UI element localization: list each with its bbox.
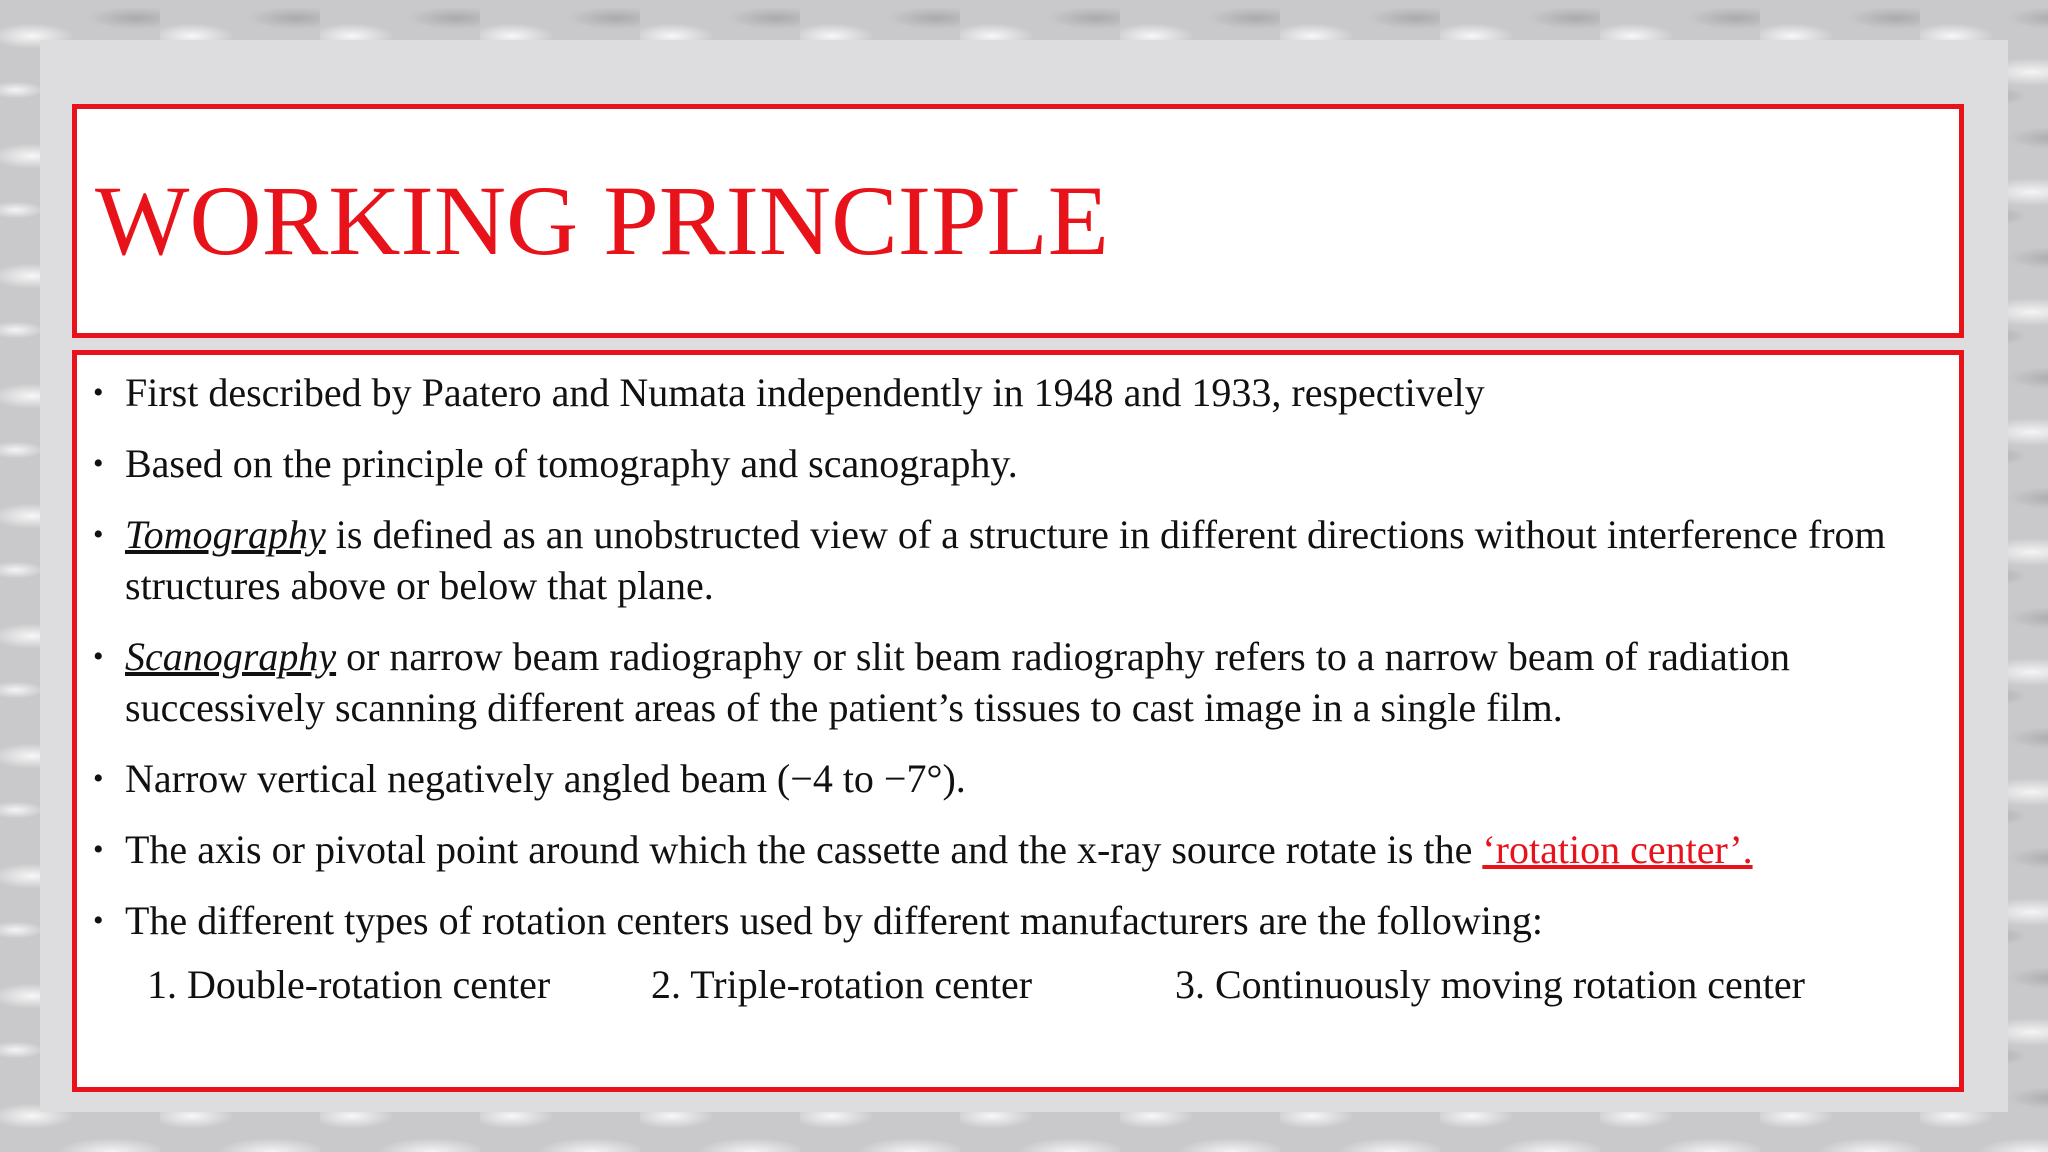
bullet-text: or narrow beam radiography or slit beam radiography refers to a narrow beam of radiation successively scanning different areas of the patient’s tissues to cast image in a single film. xyxy=(125,634,1790,730)
title-box xyxy=(72,104,1964,338)
term-scanography: Scanography xyxy=(125,634,337,679)
bullet-item xyxy=(77,631,1959,733)
bullet-item xyxy=(77,753,1959,804)
bullet-text: Based on the principle of tomography and scanography. xyxy=(125,441,1018,486)
rotation-center-highlight: ‘rotation center’. xyxy=(1482,827,1753,872)
bullet-icon: • xyxy=(93,447,104,480)
bullet-item xyxy=(77,367,1959,418)
bullet-item xyxy=(77,895,1959,946)
term-tomography: Tomography xyxy=(125,512,326,557)
rotation-center-types xyxy=(77,959,1959,1011)
type-item-continuous: 3. Continuously moving rotation center xyxy=(1175,962,1805,1007)
bullet-icon: • xyxy=(93,640,104,673)
bullet-text: First described by Paatero and Numata independently in 1948 and 1933, respectively xyxy=(125,370,1485,415)
bullet-text: Narrow vertical negatively angled beam (−4 to −7°). xyxy=(125,756,966,801)
bullet-icon: • xyxy=(93,518,104,551)
bullet-text: The axis or pivotal point around which the cassette and the x-ray source rotate is the xyxy=(125,827,1483,872)
bullet-text: is defined as an unobstructed view of a structure in different directions without interference from structures above or below that plane. xyxy=(125,512,1886,608)
type-item-triple: 2. Triple-rotation center xyxy=(651,962,1033,1007)
bullet-item xyxy=(77,824,1959,875)
bullet-text: The different types of rotation centers used by different manufacturers are the following: xyxy=(125,898,1544,943)
bullet-icon: • xyxy=(93,904,104,937)
bullet-item xyxy=(77,438,1959,489)
content-box xyxy=(72,350,1964,1092)
slide-title: WORKING PRINCIPLE xyxy=(95,165,1109,276)
bullet-list xyxy=(77,367,1959,966)
bullet-item xyxy=(77,509,1959,611)
bullet-icon: • xyxy=(93,762,104,795)
type-item-double: 1. Double-rotation center xyxy=(147,962,551,1007)
bullet-icon: • xyxy=(93,376,104,409)
bullet-icon: • xyxy=(93,833,104,866)
